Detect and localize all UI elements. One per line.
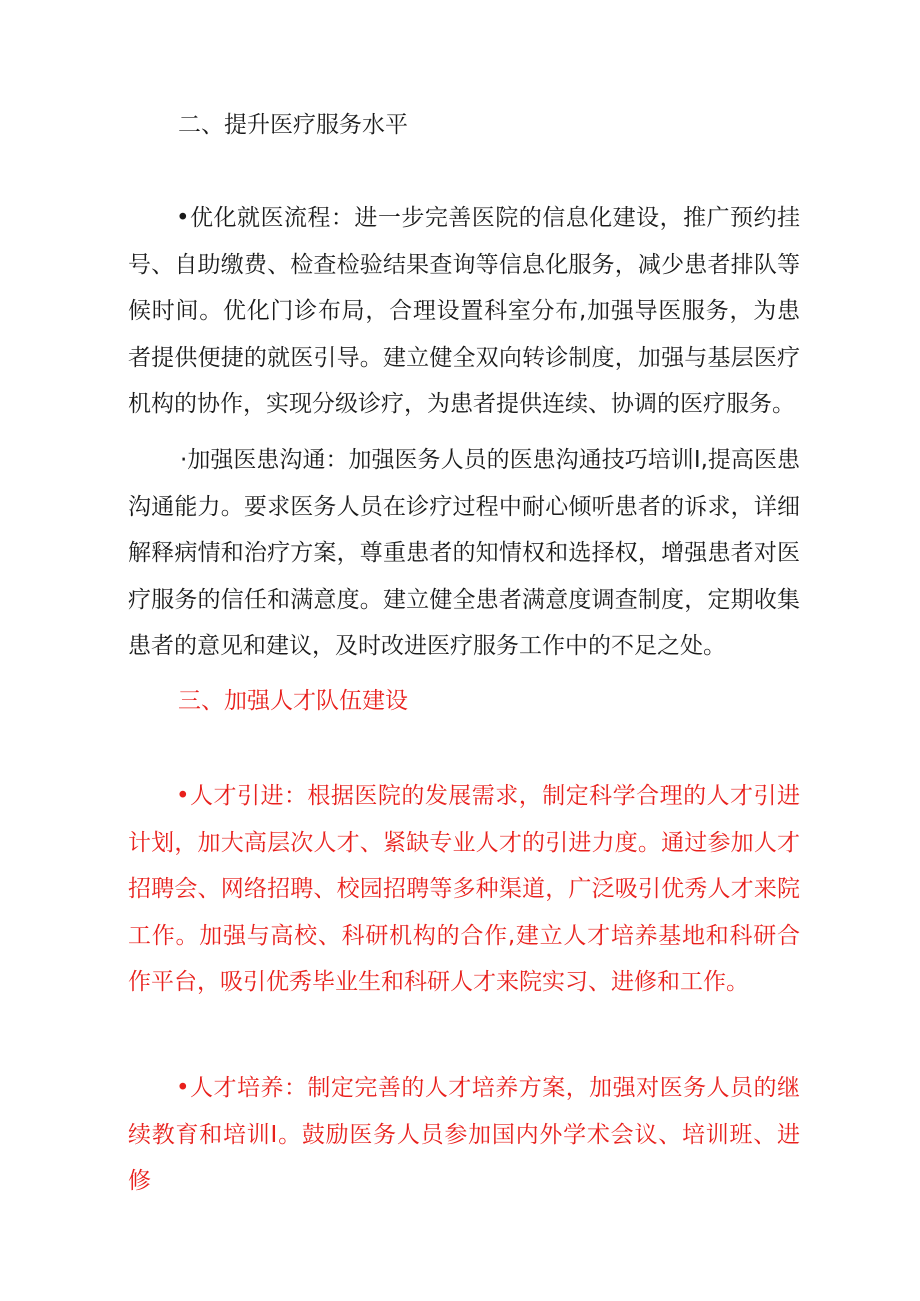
paragraph-doctor-patient-communication: ·加强医患沟通：加强医务人员的医患沟通技巧培训I,提高医患沟通能力。要求医务人员在诊疗过程中耐心倾听患者的诉求，详细解释病情和治疗方案，尊重患者的知情权和选择权，增强患者对医疗服务的信任和满意度。建立健全患者满意度调查制度，定期收集患者的意见和建议，及时改进医疗服务工作中的不足之处。 xyxy=(128,447,800,659)
paragraph-talent-training: •人才培养：制定完善的人才培养方案，加强对医务人员的继续教育和培训I。鼓励医务人员参加国内外学术会议、培训班、进修 xyxy=(128,1075,800,1194)
section-heading-talent-team: 三、加强人才队伍建设 xyxy=(178,688,408,714)
section-heading-medical-service: 二、提升医疗服务水平 xyxy=(178,112,408,138)
paragraph-optimize-process: •优化就医流程：进一步完善医院的信息化建设，推广预约挂号、自助缴费、检查检验结果查询等信息化服务，减少患者排队等候时间。优化门诊布局，合理设置科室分布,加强导医服务，为患者提供便捷的就医引导。建立健全双向转诊制度，加强与基层医疗机构的协作，实现分级诊疗，为患者提供连续、协调的医疗服务。 xyxy=(128,205,800,417)
paragraph-talent-recruitment: •人才引进：根据医院的发展需求，制定科学合理的人才引进计划，加大高层次人才、紧缺专业人才的引进力度。通过参加人才招聘会、网络招聘、校园招聘等多种渠道，广泛吸引优秀人才来院工作。加强与高校、科研机构的合作,建立人才培养基地和科研合作平台，吸引优秀毕业生和科研人才来院实习、进修和工作。 xyxy=(128,783,800,995)
